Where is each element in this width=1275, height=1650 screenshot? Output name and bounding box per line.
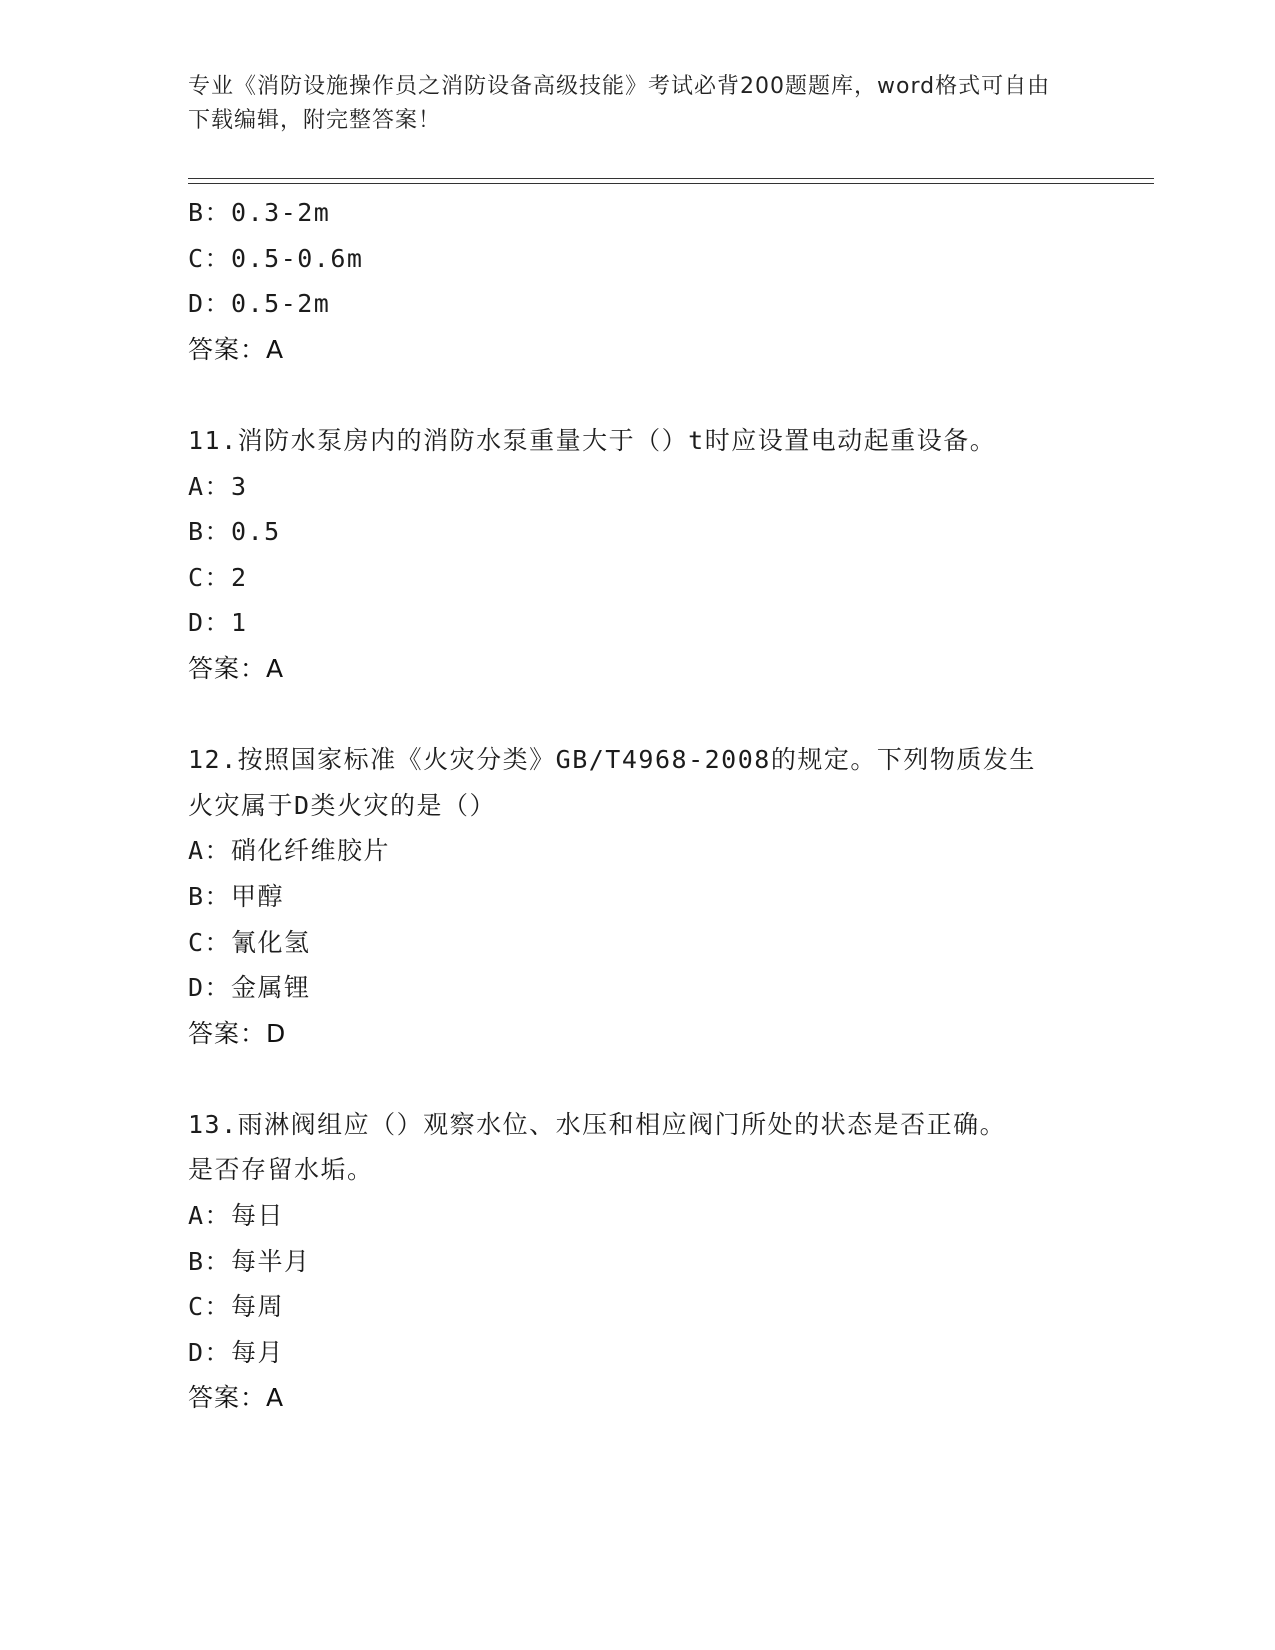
question-stem: 11.消防水泵房内的消防水泵重量大于（）t时应设置电动起重设备。 xyxy=(188,425,997,455)
option-b: B：0.5 xyxy=(188,517,281,547)
answer-line: 答案：D xyxy=(188,1018,287,1048)
option-a: A：硝化纤维胶片 xyxy=(188,836,391,866)
option-b: B：每半月 xyxy=(188,1246,311,1276)
question-13 xyxy=(188,1102,1088,1421)
option-a: A：每日 xyxy=(188,1201,285,1231)
spacer xyxy=(188,1056,1088,1102)
option-c: C：0.5-0.6m xyxy=(188,243,364,273)
option-d: D：0.5-2m xyxy=(188,289,331,319)
option-b: B：甲醇 xyxy=(188,881,285,911)
header-rule-top xyxy=(188,178,1154,179)
question-stem-line-1: 13.雨淋阀组应（）观察水位、水压和相应阀门所处的状态是否正确。 xyxy=(188,1109,1007,1139)
header-rule-bottom xyxy=(188,183,1154,184)
question-content xyxy=(188,190,1088,1421)
option-b: B：0.3-2m xyxy=(188,198,331,227)
spacer xyxy=(188,372,1088,418)
option-c: C：每周 xyxy=(188,1292,285,1322)
option-d: D：每月 xyxy=(188,1337,285,1367)
spacer xyxy=(188,692,1088,738)
question-stem-line-2: 火灾属于D类火灾的是（） xyxy=(188,790,497,820)
option-c: C：氰化氢 xyxy=(188,927,311,957)
answer-line: 答案：A xyxy=(188,334,285,364)
option-c: C：2 xyxy=(188,562,248,592)
question-12 xyxy=(188,737,1088,1056)
document-header: 专业《消防设施操作员之消防设备高级技能》考试必背200题题库，word格式可自由下载编辑，附完整答案！ xyxy=(188,74,1051,133)
question-11 xyxy=(188,418,1088,692)
option-d: D：金属锂 xyxy=(188,973,311,1003)
question-10-tail xyxy=(188,190,1088,372)
answer-line: 答案：A xyxy=(188,653,285,683)
question-stem-line-1: 12.按照国家标准《火灾分类》GB/T4968-2008的规定。下列物质发生 xyxy=(188,745,1036,775)
option-a: A：3 xyxy=(188,471,248,501)
option-d: D：1 xyxy=(188,608,248,638)
answer-line: 答案：A xyxy=(188,1383,285,1413)
question-stem-line-2: 是否存留水垢。 xyxy=(188,1155,374,1185)
